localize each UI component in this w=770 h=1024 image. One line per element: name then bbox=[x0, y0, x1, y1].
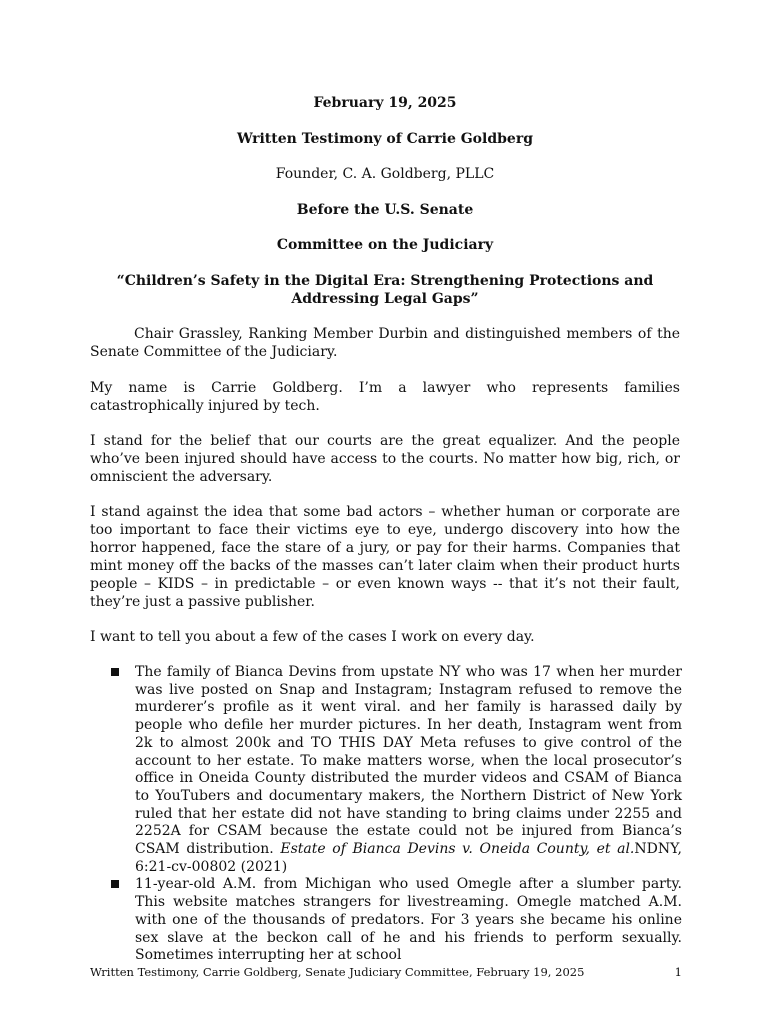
against-paragraph: I stand against the idea that some bad actors – whether human or corporate are too important to face their victims eye to eye, undergo discovery into how the horror happened, face the stare of a jury, or pay for their harms. Companies that mint money off the backs of the masses can’t later claim when their product hurts people – KIDS – in predictable – or even known ways -- that it’s not their fault, they’re just a passive publisher. bbox=[90, 504, 680, 610]
list-item bbox=[90, 664, 682, 876]
list-item bbox=[90, 876, 682, 965]
page-number: 1 bbox=[674, 965, 682, 979]
case-text: 11-year-old A.M. from Michigan who used Omegle after a slumber party. This website matches strangers for livestreaming. Omegle matched A.M. with one of the thousands of predators. For 3 years she became his online sex slave at the beckon call of he and his friends to perform sexually. Sometimes interrupting her at school bbox=[135, 876, 682, 964]
hearing-title-line1: “Children’s Safety in the Digital Era: Strengthening Protections and bbox=[116, 273, 654, 289]
footer-text: Written Testimony, Carrie Goldberg, Senate Judiciary Committee, February 19, 2025 bbox=[90, 965, 585, 979]
case-text: The family of Bianca Devins from upstate NY who was 17 when her murder was live posted on Snap and Instagram; Instagram refused to remove the murderer’s profile as it went viral. and her family is harassed daily by people who defile her murder pictures. In her death, Instagram went from 2k to almost 200k and TO THIS DAY Meta refuses to give control of the account to her estate. To make matters worse, when the local prosecutor’s office in Oneida County distributed the murder videos and CSAM of Bianca to YouTubers and documentary makers, the Northern District of New York ruled that her estate did not have standing to bring claims under 2255 and 2252A for CSAM because the estate could not be injured from Bianca’s CSAM distribution. bbox=[135, 664, 682, 858]
square-bullet-icon bbox=[111, 880, 119, 888]
testimony-title: Written Testimony of Carrie Goldberg bbox=[237, 131, 533, 147]
intro-paragraph: My name is Carrie Goldberg. I’m a lawyer who represents families catastrophically injured by tech. bbox=[90, 380, 680, 414]
case-list bbox=[90, 664, 682, 965]
salutation-paragraph: Chair Grassley, Ranking Member Durbin and distinguished members of the Senate Committee of the Judiciary. bbox=[90, 326, 680, 360]
case-citation-court: NDNY, 6:21-cv-00802 (2021) bbox=[135, 841, 683, 875]
case-citation: Estate of Bianca Devins v. Oneida County, et al. bbox=[280, 841, 635, 858]
hearing-title-line2: Addressing Legal Gaps” bbox=[291, 291, 479, 307]
belief-paragraph: I stand for the belief that our courts are the great equalizer. And the people who’ve been injured should have access to the courts. No matter how big, rich, or omniscient the adversary. bbox=[90, 433, 680, 485]
square-bullet-icon bbox=[111, 668, 119, 676]
testimony-date: February 19, 2025 bbox=[313, 95, 457, 111]
committee-heading: Committee on the Judiciary bbox=[276, 237, 494, 253]
senate-heading: Before the U.S. Senate bbox=[296, 202, 474, 218]
cases-intro-paragraph: I want to tell you about a few of the cases I work on every day. bbox=[90, 629, 535, 645]
author-affiliation: Founder, C. A. Goldberg, PLLC bbox=[275, 166, 495, 182]
